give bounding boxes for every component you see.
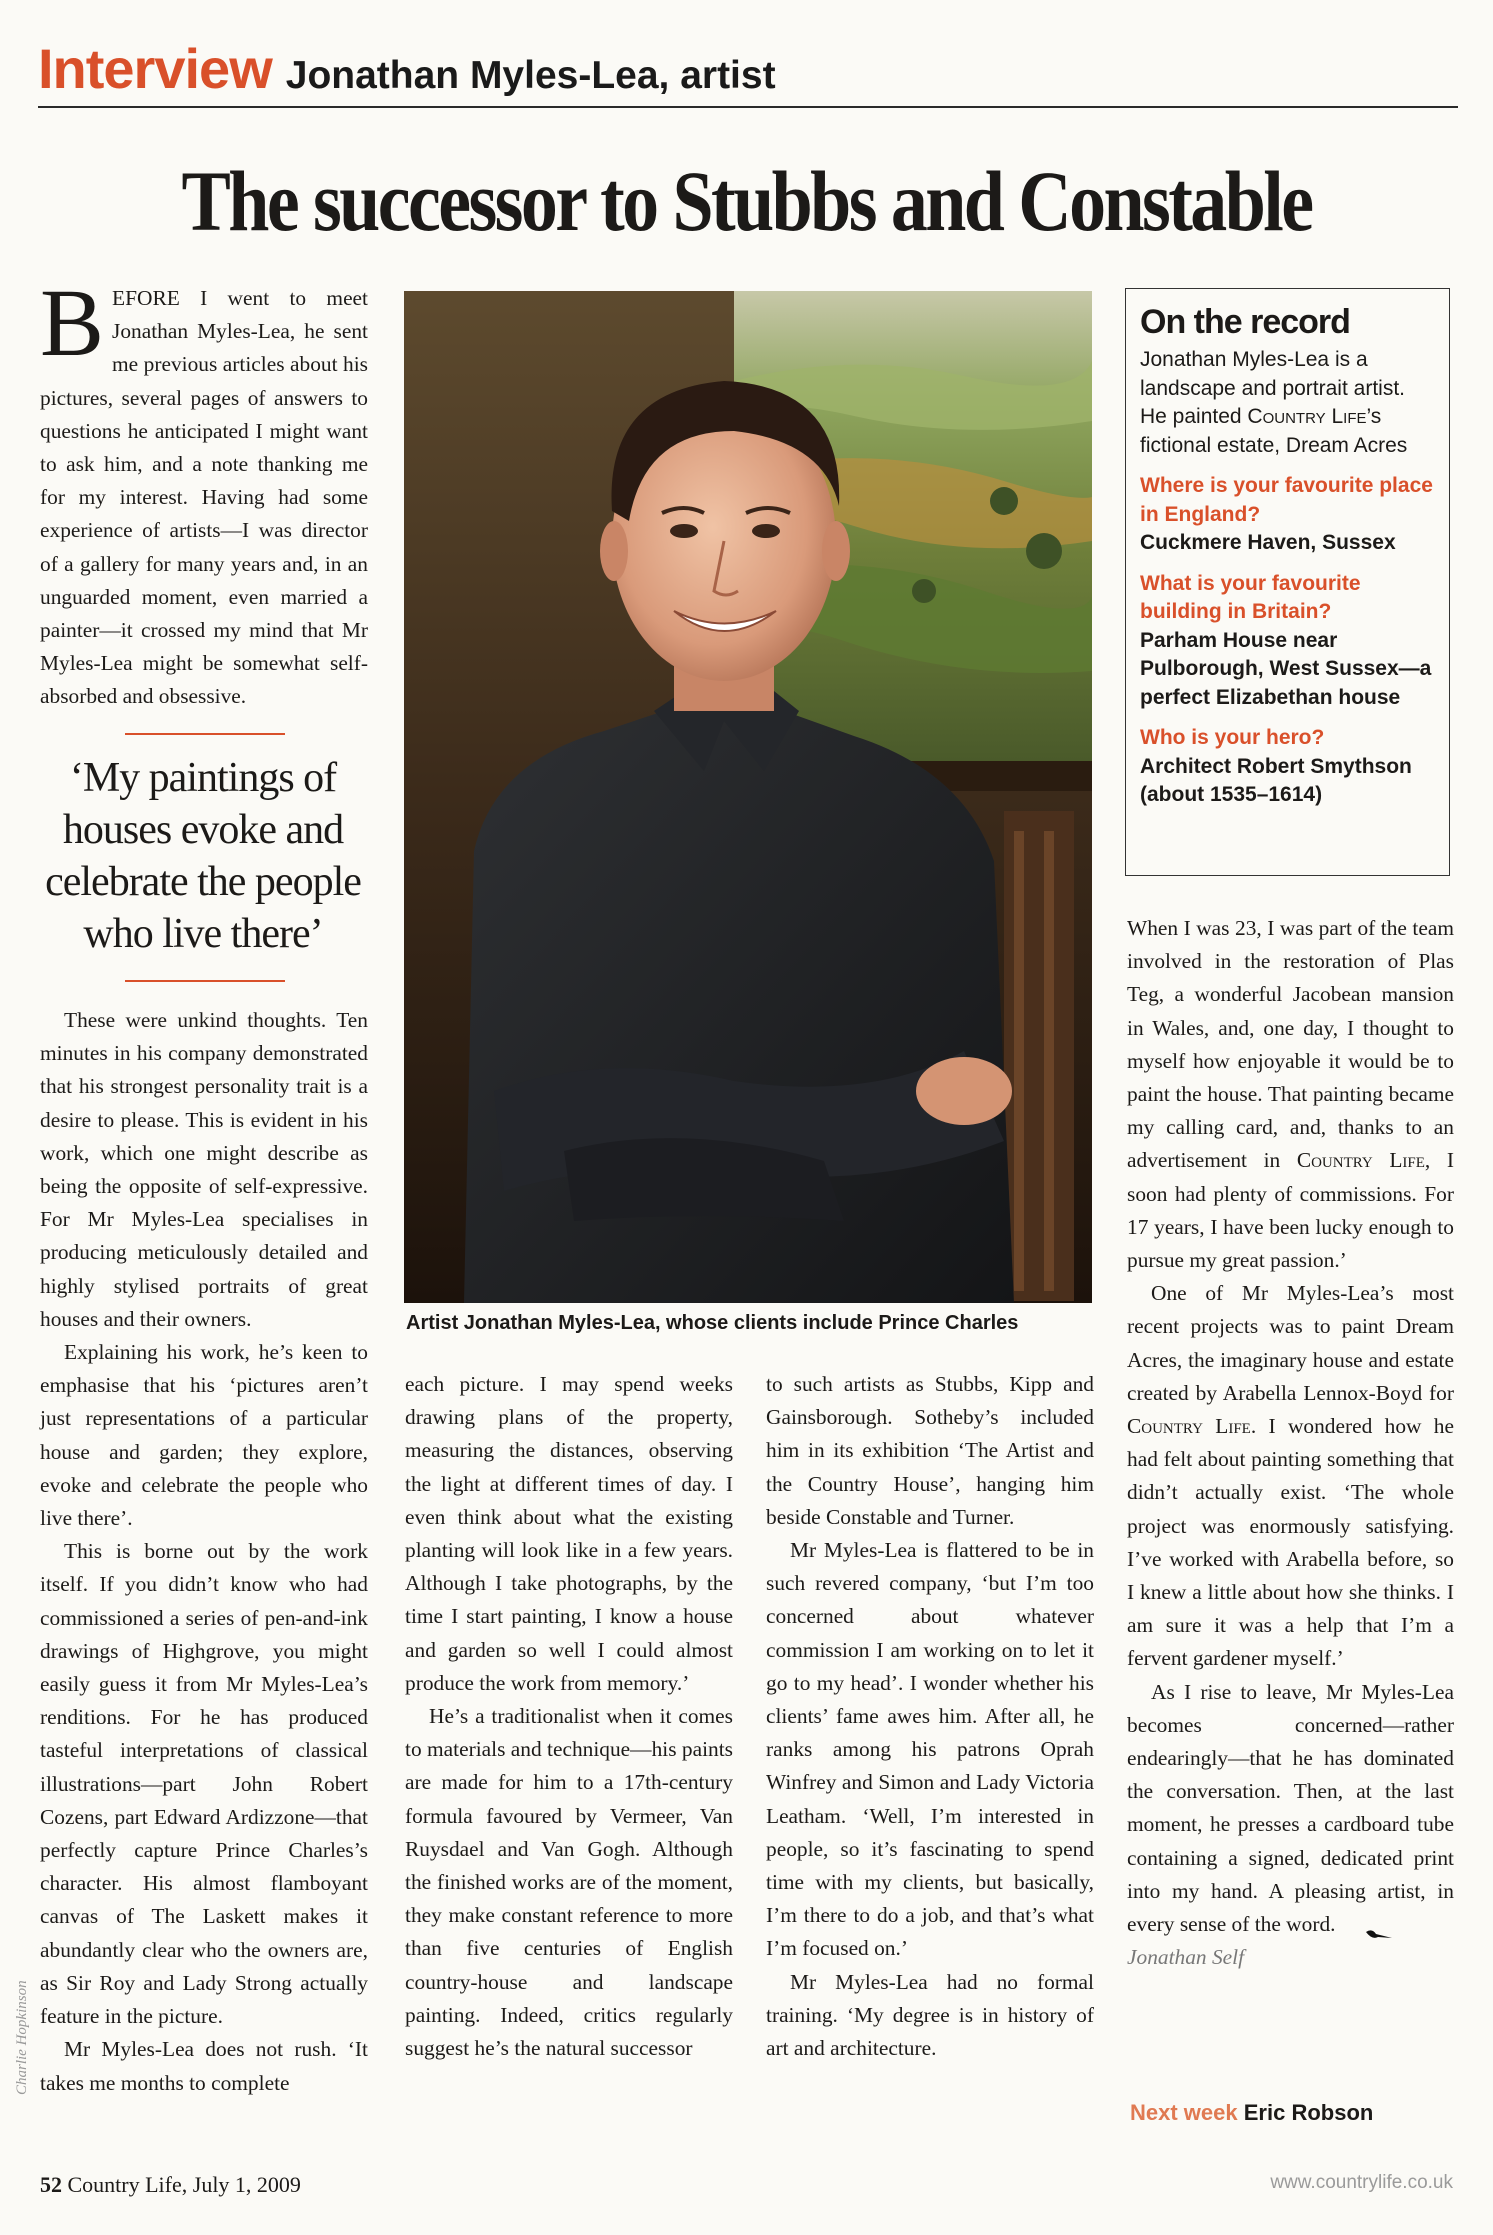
box-question: What is your favourite building in Britain? <box>1140 571 1361 623</box>
paragraph: As I rise to leave, Mr Myles-Lea becomes concerned—rather endearingly—that he has dominated the conversation. Then, at the last moment, he presses a cardboard tube containing a signed, dedicated print into my hand. A pleasing artist, in every sense of the word. <box>1127 1676 1454 1942</box>
column-4 <box>1127 912 1454 1975</box>
box-answer: Parham House near Pulborough, West Sussex—a perfect Elizabethan house <box>1140 628 1432 709</box>
photo-credit: Charlie Hopkinson <box>14 1980 30 2095</box>
interview-subject: Jonathan Myles-Lea, artist <box>285 54 776 97</box>
box-question: Where is your favourite place in England? <box>1140 474 1433 526</box>
paragraph: This is borne out by the work itself. If you didn’t know who had commissioned a series of pen-and-ink drawings of Highgrove, you might easily guess it from Mr Myles-Lea’s renditions. For he has produced tasteful interpretations of classical illustrations—part John Robert Cozens, part Edward Ardizzone—that perfectly capture Prince Charles’s character. His almost flamboyant canvas of The Laskett makes it abundantly clear who the owners are, as Sir Roy and Lady Strong actually feature in the picture. <box>40 1539 368 2029</box>
paragraph: Explaining his work, he’s keen to emphasise that his ‘pictures aren’t just representations of a particular house and garden; they explore, evoke and celebrate the people who live there’. <box>40 1340 368 1531</box>
paragraph: Mr Myles-Lea is flattered to be in such revered company, ‘but I’m too concerned about whatever commission I am working on to let it go to my head’. I wonder whether his clients’ fame awes him. After all, he ranks among his patrons Oprah Winfrey and Simon and Lady Victoria Leatham. ‘Well, I’m interested in people, so it’s fascinating to spend time with my clients, but basically, I’m there to do a job, and that’s what I’m focused on.’ <box>766 1538 1094 1961</box>
website-url[interactable]: www.countrylife.co.uk <box>1270 2172 1453 2193</box>
paragraph: Mr Myles-Lea does not rush. ‘It takes me months to complete <box>40 2037 368 2095</box>
paragraph: He’s a traditionalist when it comes to materials and technique—his paints are made for him to a 17th-century formula favoured by Vermeer, Van Ruysdael and Van Gogh. Although the finished works are of the moment, they make constant reference to more than five centuries of English country-house and landscape painting. Indeed, critics regularly suggest he’s the natural successor <box>405 1704 733 2061</box>
page-footer <box>40 2172 301 2198</box>
column-1-bottom <box>40 1004 368 2100</box>
publication-info: Country Life, July 1, 2009 <box>67 2172 301 2197</box>
on-the-record-box <box>1125 288 1450 876</box>
box-answer: Cuckmere Haven, Sussex <box>1140 531 1396 554</box>
pullquote-rule-bottom <box>125 980 285 982</box>
end-mark-icon <box>1340 1919 1370 1933</box>
section-label: Interview <box>38 37 272 100</box>
paragraph: When I was 23, I was part of the team involved in the restoration of Plas Teg, a wonderful Jacobean mansion in Wales, and, one day, I thought to myself how enjoyable it would be to paint the house. That painting became my calling card, and, thanks to an advertisement in Country Life, I soon had plenty of commissions. For 17 years, I have been lucky enough to pursue my great passion.’ <box>1127 916 1454 1273</box>
author-signature: Jonathan Self <box>1127 1945 1245 1970</box>
next-week-name: Eric Robson <box>1243 2100 1374 2125</box>
column-2 <box>405 1368 733 2065</box>
portrait-illustration <box>404 291 1092 1303</box>
pullquote: ‘My paintings of houses evoke and celebrate the people who live there’ <box>45 755 361 957</box>
box-answer: Architect Robert Smythson (about 1535–1614) <box>1140 754 1412 806</box>
box-question: Who is your hero? <box>1140 726 1325 749</box>
next-week-label: Next week <box>1130 2100 1238 2125</box>
pullquote-rule-top <box>125 733 285 735</box>
paragraph: Mr Myles-Lea had no formal training. ‘My degree is in history of art and architecture. <box>766 1969 1094 2061</box>
page-number: 52 <box>40 2172 62 2197</box>
box-intro: Jonathan Myles-Lea is a landscape and portrait artist. He painted Country Life’s fictional estate, Dream Acres <box>1140 348 1408 457</box>
paragraph: These were unkind thoughts. Ten minutes in his company demonstrated that his strongest personality trait is a desire to please. This is evident in his work, which one might describe as being the opposite of self-expressive. For Mr Myles-Lea specialises in producing meticulously detailed and highly stylised portraits of great houses and their owners. <box>40 1008 368 1331</box>
column-1-top <box>40 269 368 714</box>
box-title: On the record <box>1140 303 1350 341</box>
portrait-photo <box>404 291 1092 1303</box>
header-rule <box>38 106 1458 108</box>
column-3 <box>766 1368 1094 2065</box>
paragraph: to such artists as Stubbs, Kipp and Gainsborough. Sotheby’s included him in its exhibition ‘The Artist and the Country House’, hanging him beside Constable and Turner. <box>766 1372 1094 1529</box>
intro-paragraph: BEFORE I went to meet Jonathan Myles-Lea, he sent me previous articles about his pictures, several pages of answers to questions he anticipated I might want to ask him, and a note thanking me for my interest. Having had some experience of artists—I was director of a gallery for many years and, in an unguarded moment, even married a painter—it crossed my mind that Mr Myles-Lea might be somewhat self-absorbed and obsessive. <box>40 269 368 709</box>
drop-cap: B <box>40 269 105 376</box>
section-kicker <box>38 36 776 101</box>
photo-caption: Artist Jonathan Myles-Lea, whose clients include Prince Charles <box>406 1312 1019 1334</box>
paragraph: One of Mr Myles-Lea’s most recent projects was to paint Dream Acres, the imaginary house and estate created by Arabella Lennox-Boyd for Country Life. I wondered how he had felt about painting something that didn’t actually exist. ‘The whole project was enormously satisfying. I’ve worked with Arabella before, so I knew a little about how she thinks. I am sure it was a help that I’m a fervent gardener myself.’ <box>1127 1281 1454 1671</box>
paragraph: each picture. I may spend weeks drawing plans of the property, measuring the distances, observing the light at different times of day. I even think about what the existing planting will look like in a few years. Although I take photographs, by the time I start painting, I know a house and garden so well I could almost produce the work from memory.’ <box>405 1372 733 1695</box>
headline: The successor to Stubbs and Constable <box>181 153 1312 249</box>
next-week <box>1130 2100 1373 2126</box>
